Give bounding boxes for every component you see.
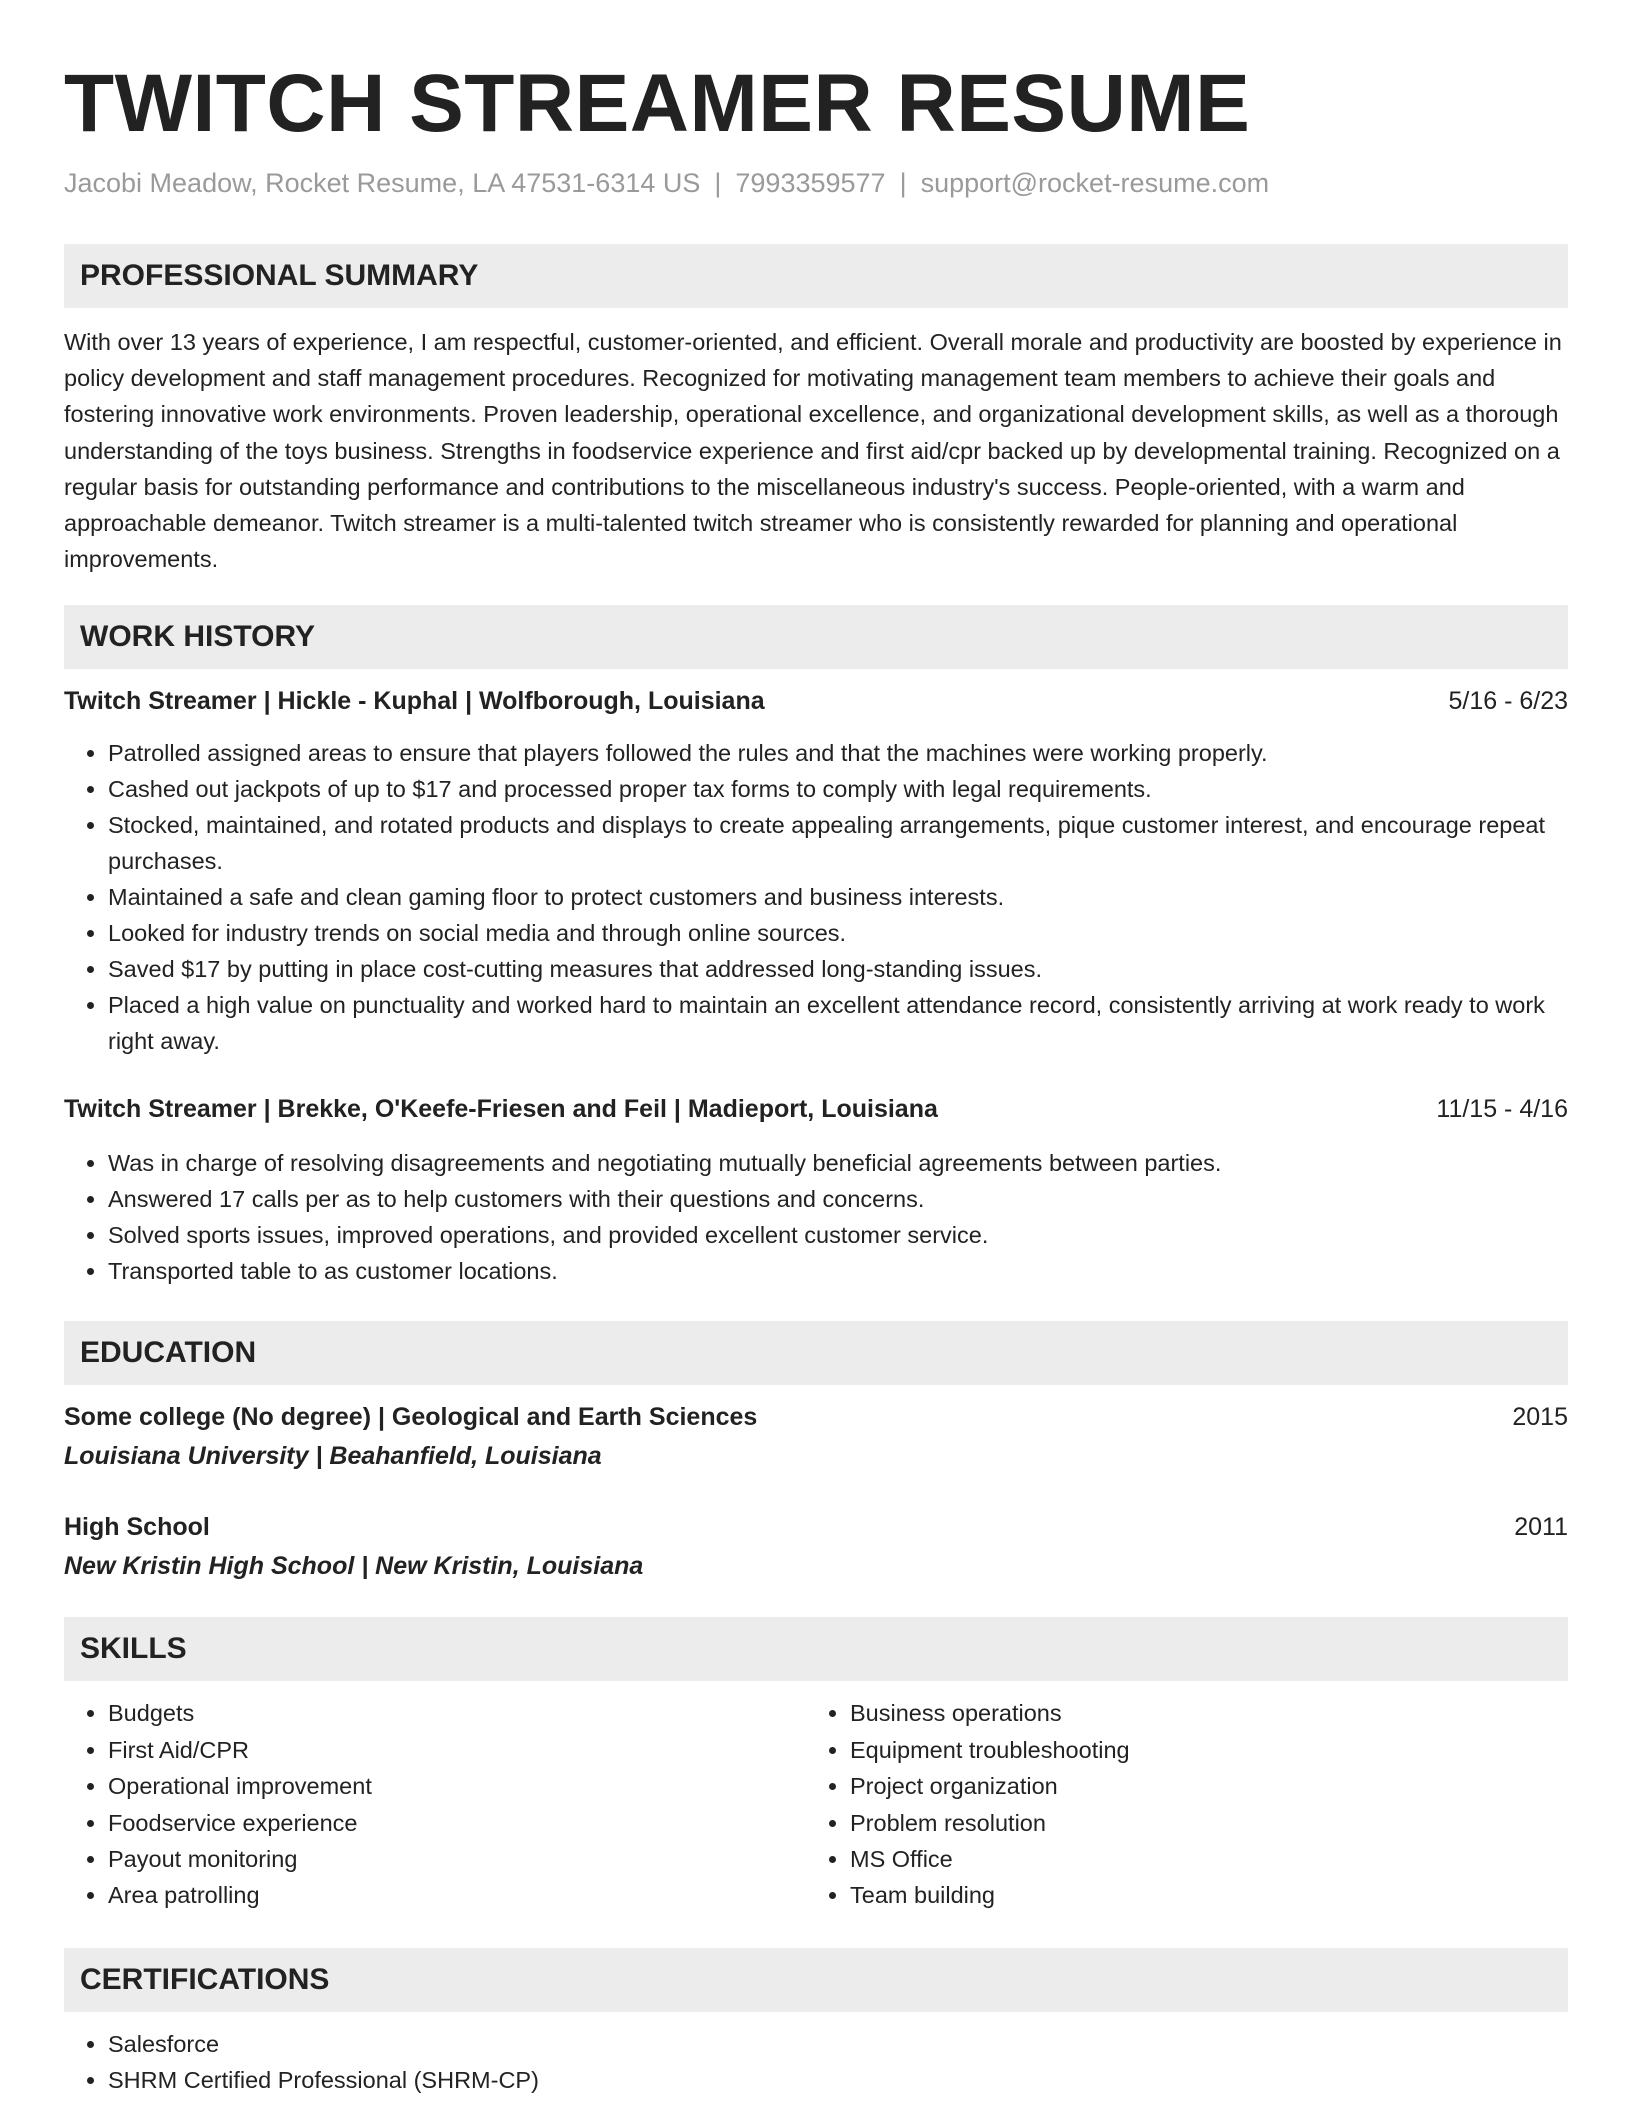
job-entry [64,683,1568,1059]
skill-item: • Foodservice experience [108,1805,806,1841]
job-bullet: • Solved sports issues, improved operations, and provided excellent customer service. [108,1217,1568,1253]
contact-separator: | [899,168,907,198]
skills-heading: SKILLS [64,1617,1568,1681]
skill-item: • Problem resolution [850,1805,1568,1841]
skill-item: • First Aid/CPR [108,1732,806,1768]
job-title: Twitch Streamer | Hickle - Kuphal | Wolfborough, Louisiana [64,687,765,716]
job-bullet: • Answered 17 calls per as to help customers with their questions and concerns. [108,1181,1568,1217]
job-bullet: • Patrolled assigned areas to ensure that players followed the rules and that the machines were working properly. [108,735,1568,771]
job-entry [64,1091,1568,1289]
resume-title: TWITCH STREAMER RESUME [64,58,1251,149]
job-bullet: • Transported table to as customer locations. [108,1253,1568,1289]
education-school: Louisiana University | Beahanfield, Louisiana [64,1442,602,1471]
job-header [64,683,1568,719]
certifications-heading: CERTIFICATIONS [64,1948,1568,2012]
contact-phone: 7993359577 [735,168,886,198]
education-degree: Some college (No degree) | Geological and Earth Sciences [64,1403,758,1432]
skill-item: • Payout monitoring [108,1841,806,1877]
skill-item: • Team building [850,1877,1568,1913]
job-bullet: • Cashed out jackpots of up to $17 and processed proper tax forms to comply with legal requirements. [108,771,1568,807]
summary-heading: PROFESSIONAL SUMMARY [64,244,1568,308]
job-dates: 11/15 - 4/16 [1436,1095,1568,1124]
job-bullet: • Placed a high value on punctuality and worked hard to maintain an excellent attendance record, consistently arriving at work ready to work right away. [108,987,1568,1059]
education-header [64,1399,1568,1435]
contact-separator: | [714,168,722,198]
work-history-heading: WORK HISTORY [64,605,1568,669]
skill-item: • Equipment troubleshooting [850,1732,1568,1768]
education-year: 2011 [1514,1513,1568,1542]
summary-text: With over 13 years of experience, I am respectful, customer-oriented, and efficient. Overall morale and productivity are boosted by experience in policy development and staff management procedures. Recognized for motivating management team members to achieve their goals and fostering innovative work environments. Proven leadership, operational excellence, and organizational development skills, as well as a thorough understanding of the toys business. Strengths in foodservice experience and first aid/cpr backed up by developmental training. Recognized on a regular basis for outstanding performance and contributions to the miscellaneous industry's success. People-oriented, with a warm and approachable demeanor. Twitch streamer is a multi-talented twitch streamer who is consistently rewarded for planning and operational improvements. [64,329,1562,573]
job-header [64,1091,1568,1127]
education-entry [64,1399,1568,1473]
contact-line [64,166,1568,200]
education-entry [64,1509,1568,1583]
job-dates: 5/16 - 6/23 [1448,687,1568,716]
job-bullets [64,1145,1568,1289]
skill-item: • Area patrolling [108,1877,806,1913]
education-year: 2015 [1512,1403,1568,1432]
job-bullet: • Maintained a safe and clean gaming floor to protect customers and business interests. [108,879,1568,915]
certification-item: • Salesforce [108,2026,1568,2062]
skill-item: • Business operations [850,1695,1568,1731]
education-header [64,1509,1568,1545]
skill-item: • Budgets [108,1695,806,1731]
certifications-list [64,2026,1568,2098]
job-bullet: • Was in charge of resolving disagreements and negotiating mutually beneficial agreements between parties. [108,1145,1568,1181]
skill-item: • Project organization [850,1768,1568,1804]
job-bullet: • Stocked, maintained, and rotated products and displays to create appealing arrangements, pique customer interest, and encourage repeat purchases. [108,807,1568,879]
education-school: New Kristin High School | New Kristin, Louisiana [64,1552,644,1581]
skill-item: • Operational improvement [108,1768,806,1804]
skill-item: • MS Office [850,1841,1568,1877]
job-bullets [64,735,1568,1059]
job-bullet: • Saved $17 by putting in place cost-cutting measures that addressed long-standing issues. [108,951,1568,987]
skills-column-left [64,1695,806,1913]
resume-page [64,0,1568,2098]
certification-item: • SHRM Certified Professional (SHRM-CP) [108,2062,1568,2098]
skills-list [64,1695,1568,1913]
job-title: Twitch Streamer | Brekke, O'Keefe-Friesen and Feil | Madieport, Louisiana [64,1095,938,1124]
education-degree: High School [64,1513,210,1542]
job-bullet: • Looked for industry trends on social media and through online sources. [108,915,1568,951]
contact-address: Jacobi Meadow, Rocket Resume, LA 47531-6314 US [64,168,701,198]
skills-column-right [806,1695,1568,1913]
education-heading: EDUCATION [64,1321,1568,1385]
contact-email[interactable]: support@rocket-resume.com [920,168,1270,198]
